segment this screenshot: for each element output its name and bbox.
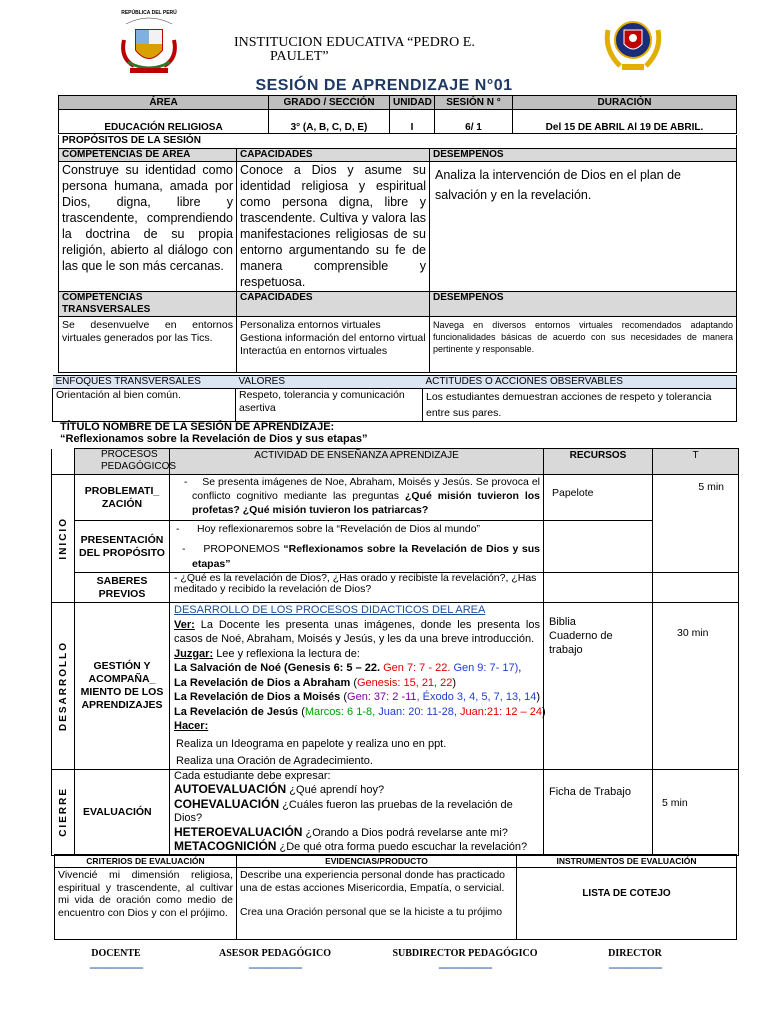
instrumento-text: LISTA DE COTEJO xyxy=(517,868,737,940)
tiempo-header: T xyxy=(653,449,739,475)
eval-resource: Ficha de Trabajo xyxy=(544,769,653,855)
instrumentos-header: INSTRUMENTOS DE EVALUACIÓN xyxy=(517,855,737,868)
ver-label: Ver: xyxy=(174,618,195,631)
criterios-header: CRITERIOS DE EVALUACIÓN xyxy=(55,855,237,868)
desarrollo-label: GESTIÓN Y ACOMPAÑA_ MIENTO DE LOS APRENDIZAJES xyxy=(75,603,170,770)
saberes-label: SABERES PREVIOS xyxy=(75,573,170,603)
trans-capacidades-cell xyxy=(237,316,430,372)
signature-line: ---------------- xyxy=(248,959,302,974)
school-crest-logo xyxy=(602,10,664,72)
info-value-grado: 3° (A, B, C, D, E) xyxy=(269,110,390,134)
signature-label: ASESOR PEDAGÓGICO xyxy=(219,948,331,959)
eval-item-auto: AUTOEVALUACIÓN ¿Qué aprendí hoy? xyxy=(174,782,385,796)
presentacion-text-1: Hoy reflexionaremos sobre la “Revelación de Dios al mundo” xyxy=(197,523,481,535)
reading-line-noe: La Salvación de Noé (Genesis 6: 5 – 22. Gen 7: 7 - 22. Gen 9: 7- 17), xyxy=(174,662,522,674)
reading-line-abraham: La Revelación de Dios a Abraham (Genesis: 15, 21, 22) xyxy=(174,676,457,689)
phase-cierre-cell xyxy=(52,769,75,855)
area-competencias-header: COMPETENCIAS DE ÁREA xyxy=(59,148,237,161)
signature-director xyxy=(580,948,690,975)
phase-desarrollo-label: DESARROLLO xyxy=(57,640,69,731)
eval-intro: Cada estudiante debe expresar: xyxy=(174,769,331,782)
hacer-text-2: Realiza una Oración de Agradecimiento. xyxy=(176,755,373,767)
presentacion-bullet-1: - xyxy=(176,523,197,535)
signature-asesor xyxy=(200,948,350,975)
ver-text: La Docente les presenta unas imágenes, donde les presenta los casos de Noé, Abraham, Moisés y Jesús, y les da una breve introducción. xyxy=(174,618,540,645)
procesos-header: PROCESOS PEDAGÓGICOS xyxy=(75,449,170,475)
presentacion-label: PRESENTACIÓN DEL PROPÓSITO xyxy=(75,521,170,573)
institution-name-line2: PAULET” xyxy=(270,49,329,64)
enfoques-table xyxy=(52,375,737,422)
session-name-value: “Reflexionamos sobre la Revelación de Dios y sus etapas” xyxy=(60,433,368,445)
area-competencia-text: Construye su identidad como persona humana, amada por Dios, digna, libre y trascendente, comprendiendo la doctrina de su propia religión, abierto al diálogo con las que le son más cercanas. xyxy=(59,161,237,291)
saberes-time xyxy=(653,573,739,603)
info-header-sesion: SESIÓN N ° xyxy=(435,96,513,110)
desarrollo-resource-item: Cuaderno de trabajo xyxy=(549,630,613,656)
presentacion-bullet-2: - xyxy=(182,543,204,555)
session-title-heading: SESIÓN DE APRENDIZAJE N°01 xyxy=(255,77,513,94)
problem-question: ¿Qué misión tuvieron los profetas? ¿Qué misión tuvieron los patriarcas? xyxy=(192,490,541,516)
session-name-label: TÍTULO NOMBRE DE LA SESIÓN DE APRENDIZAJE: xyxy=(60,421,335,433)
institution-name xyxy=(234,35,564,64)
hacer-text-1: Realiza un Ideograma en papelote y realiza uno en ppt. xyxy=(176,737,447,750)
problem-text: Se presenta imágenes de Noe, Abraham, Moisés y Jesús. Se provoca el conflicto cognitivo mediante las preguntas xyxy=(192,476,540,502)
problem-text-cell xyxy=(170,475,544,521)
phase-desarrollo-cell xyxy=(52,603,75,770)
area-capacidades-header: CAPACIDADES xyxy=(237,148,430,161)
reading-line-moises: La Revelación de Dios a Moisés (Gen: 37: 2 -11, Éxodo 3, 4, 5, 7, 13, 14) xyxy=(174,691,541,703)
reading-line-jesus: La Revelación de Jesús (Marcos: 6 1-8, Juan: 20: 11-28, Juan:21: 12 – 24) xyxy=(174,705,546,718)
presentacion-text-2b: “Reflexionamos sobre la Revelación de Dios y sus etapas” xyxy=(192,543,541,570)
enfoque-value: Orientación al bien común. xyxy=(53,389,236,422)
trans-capacidad-item: Gestiona información del entorno virtual xyxy=(240,331,426,344)
info-header-grado: GRADO / SECCIÓN xyxy=(269,96,390,110)
desarrollo-time: 30 min xyxy=(653,603,739,770)
info-header-area: ÁREA xyxy=(59,96,269,110)
signature-line: ---------------- xyxy=(89,959,143,974)
signature-line: ---------------- xyxy=(608,959,662,974)
signature-line: ---------------- xyxy=(438,959,492,974)
signature-label: SUBDIRECTOR PEDAGÓGICO xyxy=(392,948,538,959)
phase-inicio-cell xyxy=(52,475,75,603)
info-header-duracion: DURACIÓN xyxy=(513,96,737,110)
trans-competencias-header: COMPETENCIAS TRANSVERSALES xyxy=(59,291,237,316)
evidencia-2: Crea una Oración personal que se la hiciste a tu prójimo xyxy=(240,906,503,918)
info-value-unidad: I xyxy=(390,110,435,134)
eval-item-co: COHEVALUACIÓN ¿Cuáles fueron las pruebas de la revelación de Dios? xyxy=(174,796,513,824)
activity-table xyxy=(51,448,739,856)
desarrollo-title: DESARROLLO DE LOS PROCESOS DIDACTICOS DEL AREA xyxy=(174,604,486,616)
info-value-duracion: Del 15 DE ABRIL Al 19 DE ABRIL. xyxy=(513,110,737,134)
info-value-sesion: 6/ 1 xyxy=(435,110,513,134)
purposes-section-title: PROPÓSITOS DE LA SESIÓN xyxy=(59,135,737,148)
signature-label: DOCENTE xyxy=(91,948,141,959)
evidencias-header: EVIDENCIAS/PRODUCTO xyxy=(237,855,517,868)
activity-corner xyxy=(52,449,75,475)
eval-time: 5 min xyxy=(653,769,739,855)
evaluacion-content-cell xyxy=(170,769,544,855)
signature-docente xyxy=(56,948,176,975)
trans-capacidades-header: CAPACIDADES xyxy=(237,291,430,316)
phase-cierre-label: CIERRE xyxy=(57,787,69,837)
criterio-text: Vivencié mi dimensión religiosa, espiritual y trascendente, al cultivar mi vida de oración como medio de encuentro con Dios y con el prójimo. xyxy=(55,868,237,940)
eval-item-hetero: HETEROEVALUACIÓN ¿Orando a Dios podrá revelarse ante mi? xyxy=(174,824,508,839)
presentacion-text-2a: PROPONEMOS xyxy=(203,543,280,555)
area-desempeno-text: Analiza la intervención de Dios en el plan de salvación y en la revelación. xyxy=(430,161,737,291)
peru-coat-of-arms-logo xyxy=(118,10,180,76)
desarrollo-resource-item: Biblia xyxy=(549,616,576,628)
trans-desempeno-text: Navega en diversos entornos virtuales recomendados adaptando funcionalidades básicas de acuerdo con sus necesidades de manera pertinente y responsable. xyxy=(430,316,737,372)
actividad-header: ACTIVIDAD DE ENSEÑANZA APRENDIZAJE xyxy=(170,449,544,475)
evidencia-1: Describe una experiencia personal donde has practicado una de estas acciones Misericordia, Empatía, o servicial. xyxy=(240,869,506,894)
desarrollo-content-cell xyxy=(170,603,544,770)
saberes-resource xyxy=(544,573,653,603)
problem-bullet: - xyxy=(184,476,203,488)
criteria-table xyxy=(54,854,737,940)
trans-capacidad-item: Personaliza entornos virtuales xyxy=(240,318,381,331)
valor-value: Respeto, tolerancia y comunicación asertiva xyxy=(236,389,423,422)
actitud-value: Los estudiantes demuestran acciones de respeto y tolerancia entre sus pares. xyxy=(423,389,737,422)
evaluacion-label: EVALUACIÓN xyxy=(75,769,170,855)
trans-desempenos-header: DESEMPEÑOS xyxy=(430,291,737,316)
presentacion-text-cell xyxy=(170,521,544,573)
purposes-table xyxy=(58,135,737,373)
presentacion-resource xyxy=(544,521,653,573)
juzgar-label: Juzgar: xyxy=(174,647,214,660)
recursos-header: RECURSOS xyxy=(544,449,653,475)
info-value-area: EDUCACIÓN RELIGIOSA xyxy=(59,110,269,134)
trans-capacidad-item: Interactúa en entornos virtuales xyxy=(240,344,388,357)
trans-competencia-text: Se desenvuelve en entornos virtuales generados por las Tics. xyxy=(59,316,237,372)
desarrollo-resources-cell xyxy=(544,603,653,770)
evidencias-cell xyxy=(237,868,517,940)
problem-label: PROBLEMATI_ ZACIÓN xyxy=(75,475,170,521)
hacer-label: Hacer: xyxy=(174,720,209,732)
info-table xyxy=(58,95,737,134)
coat-of-arms-caption: REPÚBLICA DEL PERÚ xyxy=(121,10,177,16)
saberes-text: - ¿Qué es la revelación de Dios?, ¿Has orado y recibiste la revelación?, ¿Has meditado y recibido la revelación de Dios? xyxy=(170,573,544,603)
session-name-block xyxy=(60,421,740,445)
area-desempenos-header: DESEMPEÑOS xyxy=(430,148,737,161)
area-capacidad-text: Conoce a Dios y asume su identidad religiosa y espiritual como persona digna, libre y trascendente. Cultiva y valora las manifestaciones religiosas de su entorno argumentando su fe de manera comprensible y respetuosa. xyxy=(237,161,430,291)
inicio-time: 5 min xyxy=(653,475,739,573)
eval-item-meta: METACOGNICIÓN ¿De qué otra forma puedo escuchar la revelación? xyxy=(174,839,528,853)
institution-name-line1: INSTITUCION EDUCATIVA “PEDRO E. xyxy=(234,35,475,50)
valores-header: VALORES xyxy=(236,376,423,389)
juzgar-text: Lee y reflexiona la lectura de: xyxy=(216,647,360,660)
signature-label: DIRECTOR xyxy=(608,948,662,959)
enfoques-header: ENFOQUES TRANSVERSALES xyxy=(53,376,236,389)
signature-subdirector xyxy=(380,948,550,975)
actitudes-header: ACTITUDES O ACCIONES OBSERVABLES xyxy=(423,376,737,389)
info-header-unidad: UNIDAD xyxy=(390,96,435,110)
problem-resource: Papelote xyxy=(544,475,653,521)
phase-inicio-label: INICIO xyxy=(57,517,69,560)
